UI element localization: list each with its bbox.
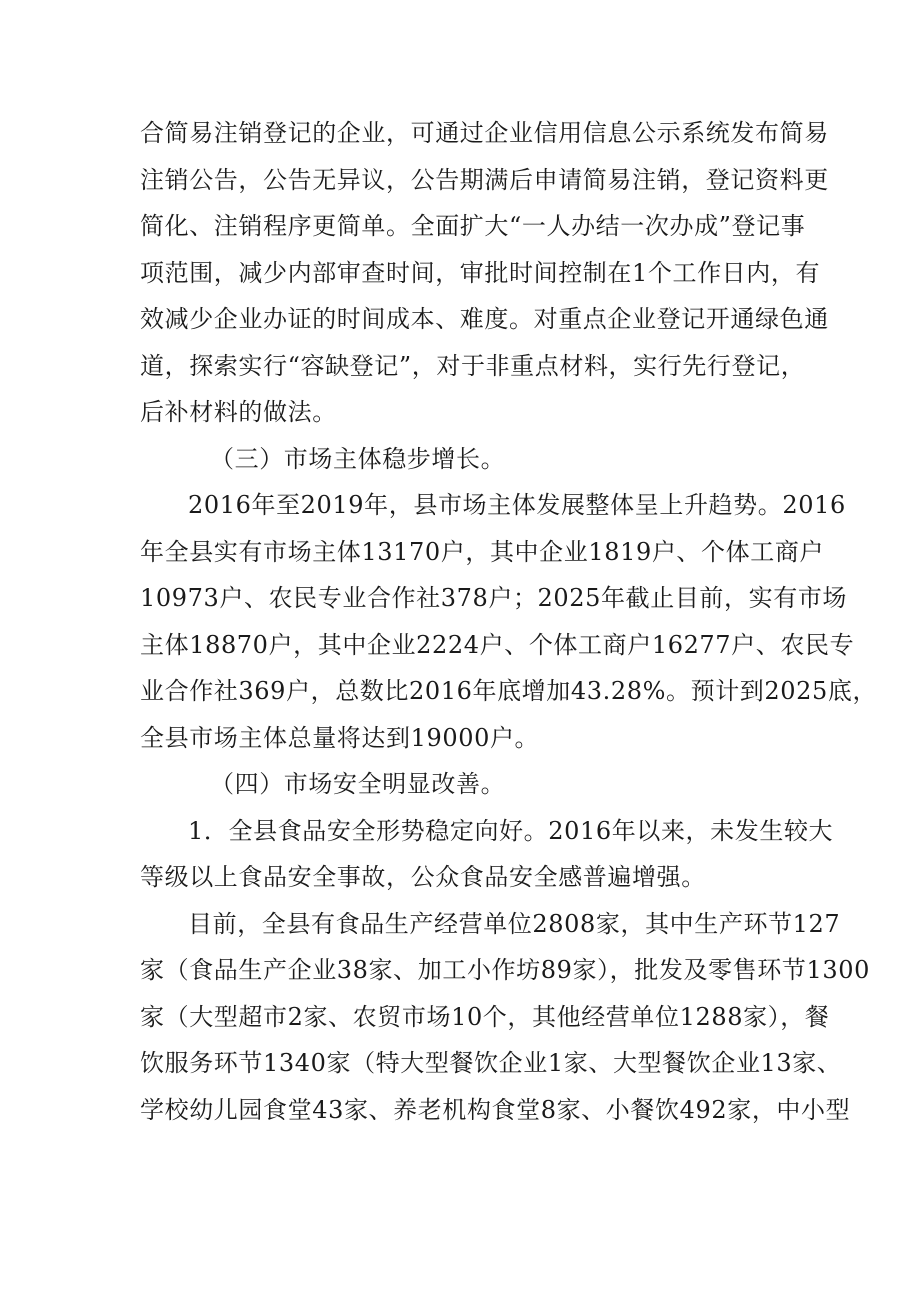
text-line: 业合作社369户，总数比2016年底增加43.28%。预计到2025底， <box>140 677 878 705</box>
text-line: 2016年至2019年，县市场主体发展整体呈上升趋势。2016 <box>188 491 846 519</box>
text-line: 后补材料的做法。 <box>140 398 337 426</box>
section-heading: （四）市场安全明显改善。 <box>210 770 506 798</box>
text-line: 效减少企业办证的时间成本、难度。对重点企业登记开通绿色通 <box>140 305 829 333</box>
text-line: 学校幼儿园食堂43家、养老机构食堂8家、小餐饮492家，中小型 <box>140 1095 851 1124</box>
text-line: 饮服务环节1340家（特大型餐饮企业1家、大型餐饮企业13家、 <box>140 1049 842 1077</box>
text-line: 1．全县食品安全形势稳定向好。2016年以来，未发生较大 <box>188 816 834 845</box>
text-line: 10973户、农民专业合作社378户；2025年截止目前，实有市场 <box>140 584 848 612</box>
text-line: 家（食品生产企业38家、加工小作坊89家），批发及零售环节1300 <box>140 956 870 984</box>
text-line: 家（大型超市2家、农贸市场10个，其他经营单位1288家），餐 <box>140 1002 830 1031</box>
text-line: 注销公告，公告无异议，公告期满后申请简易注销，登记资料更 <box>140 165 829 194</box>
text-line: 项范围，减少内部审查时间，审批时间控制在1个工作日内，有 <box>140 258 821 287</box>
text-line: 简化、注销程序更简单。全面扩大“一人办结一次办成”登记事 <box>140 212 806 240</box>
text-line: 目前，全县有食品生产经营单位2808家，其中生产环节127 <box>188 909 841 938</box>
document-body <box>140 110 878 1133</box>
text-line: 主体18870户，其中企业2224户、个体工商户16277户、农民专 <box>140 630 855 659</box>
text-line: 全县市场主体总量将达到19000户。 <box>140 723 540 752</box>
text-line: 年全县实有市场主体13170户，其中企业1819户、个体工商户 <box>140 537 825 566</box>
text-line: 道，探索实行“容缺登记”，对于非重点材料，实行先行登记， <box>140 351 806 380</box>
section-heading: （三）市场主体稳步增长。 <box>210 444 506 473</box>
text-line: 合简易注销登记的企业，可通过企业信用信息公示系统发布简易 <box>140 119 829 147</box>
text-line: 等级以上食品安全事故，公众食品安全感普遍增强。 <box>140 863 706 891</box>
